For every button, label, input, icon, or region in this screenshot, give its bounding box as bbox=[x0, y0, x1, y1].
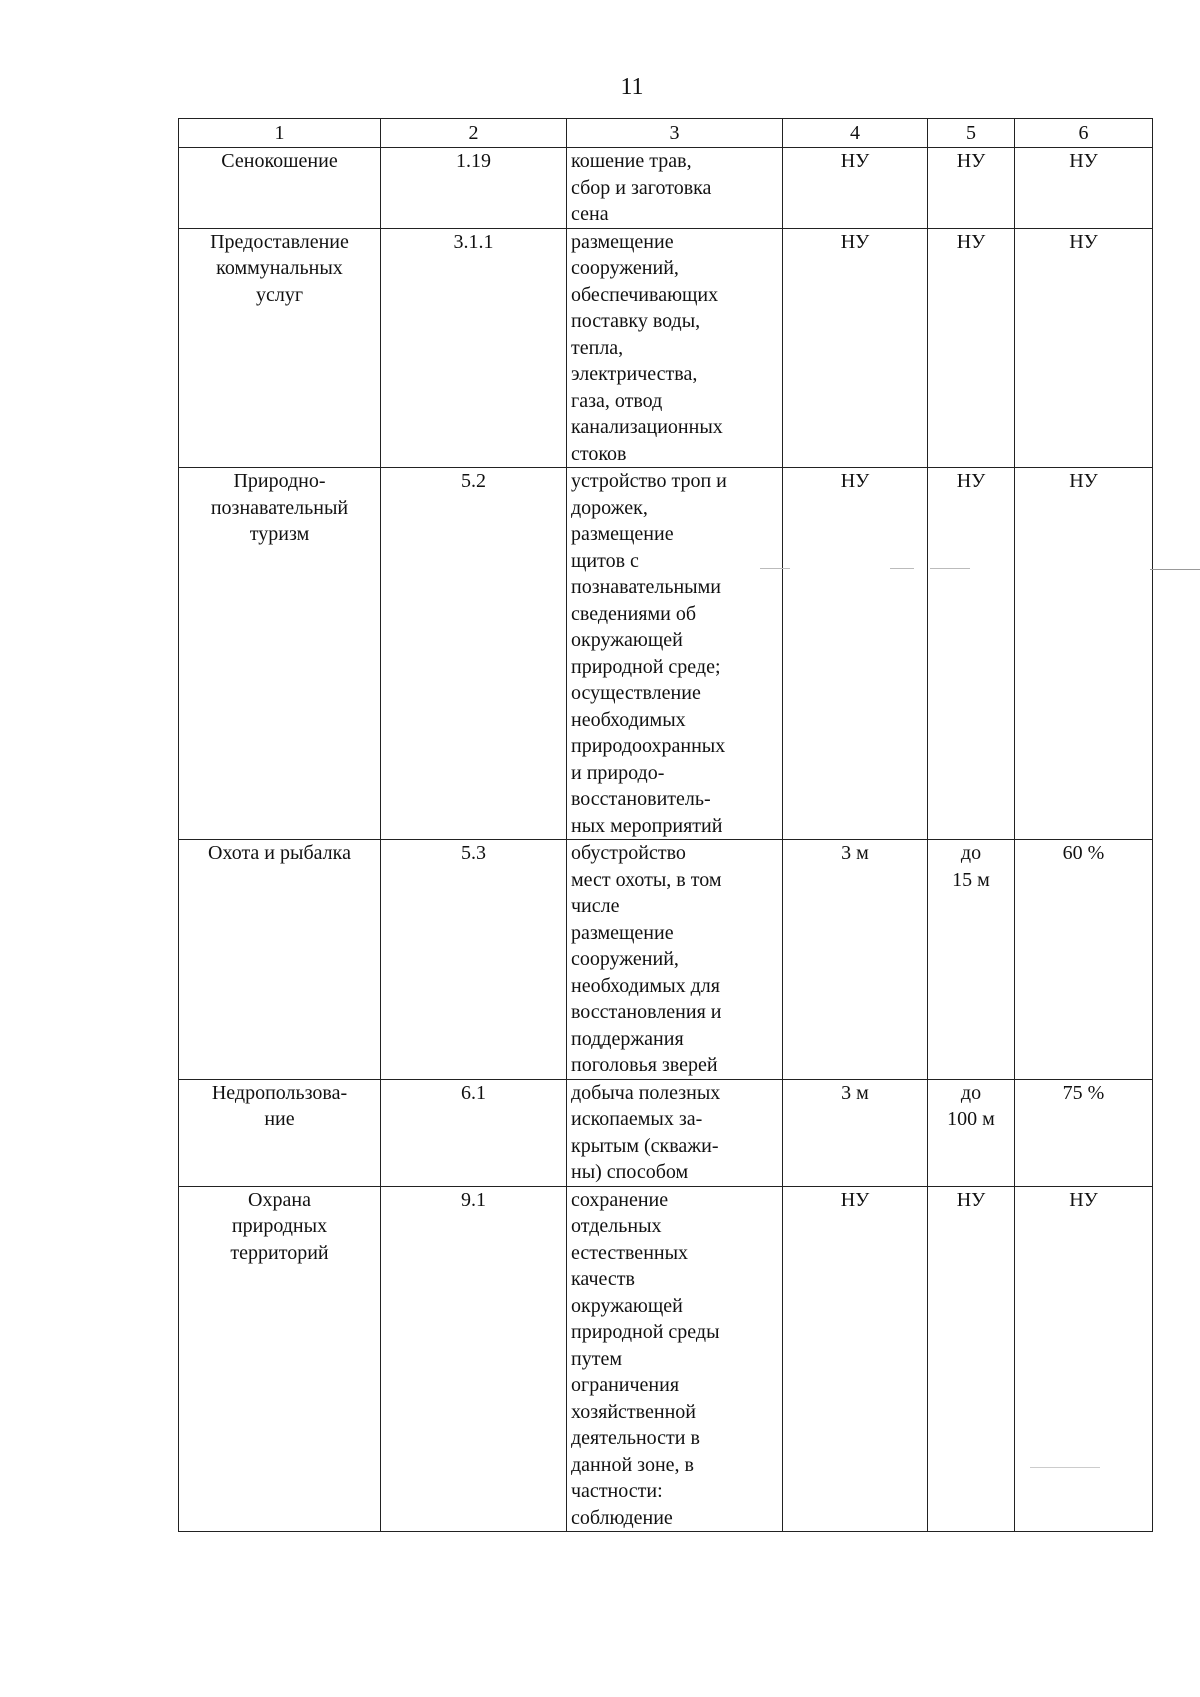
value-col6-cell bbox=[1015, 228, 1153, 468]
value-col6-line: НУ bbox=[1069, 150, 1098, 172]
use-description-cell bbox=[567, 1186, 783, 1532]
use-description-cell bbox=[567, 148, 783, 229]
value-col5-line: НУ bbox=[956, 1188, 986, 1211]
use-description-line: поставку воды, bbox=[571, 310, 701, 332]
value-col4-line: НУ bbox=[840, 1188, 870, 1211]
value-col6-line: НУ bbox=[1069, 1188, 1098, 1211]
use-description-cell bbox=[567, 1079, 783, 1186]
column-header: 6 bbox=[1015, 119, 1153, 148]
use-description-line: природной среде; bbox=[571, 655, 721, 678]
use-description-line: качеств bbox=[571, 1268, 635, 1290]
use-description-line: ископаемых за- bbox=[571, 1108, 703, 1130]
zone-use-name-line: Сенокошение bbox=[221, 150, 338, 172]
value-col6-line: 75 % bbox=[1062, 1081, 1105, 1104]
use-description-line: окружающей bbox=[571, 629, 683, 651]
use-description-line: соблюдение bbox=[571, 1506, 673, 1529]
value-col6-line: 60 % bbox=[1062, 842, 1105, 864]
table-row bbox=[179, 148, 1153, 229]
value-col5-line: до bbox=[960, 1081, 982, 1104]
use-description-line: поддержания bbox=[571, 1027, 684, 1050]
zone-use-name-cell bbox=[179, 468, 381, 840]
scan-artifact bbox=[760, 568, 790, 569]
column-header: 5 bbox=[928, 119, 1015, 148]
use-description-line: размещение bbox=[571, 523, 674, 545]
use-description-line: тепла, bbox=[571, 336, 624, 359]
value-col4-cell bbox=[783, 228, 928, 468]
zone-use-name-line: территорий bbox=[230, 1241, 329, 1264]
value-col4-cell bbox=[783, 1079, 928, 1186]
zone-use-name-cell bbox=[179, 840, 381, 1080]
use-description-line: природной среды bbox=[571, 1321, 720, 1343]
value-col5-line: до bbox=[960, 842, 982, 864]
use-description-line: сохранение bbox=[571, 1188, 669, 1211]
value-col5-line: НУ bbox=[956, 470, 986, 492]
zone-use-name-cell bbox=[179, 228, 381, 468]
use-description-line: и природо- bbox=[571, 761, 665, 784]
zone-use-name-line: Охота и рыбалка bbox=[208, 842, 351, 864]
use-description-line: окружающей bbox=[571, 1294, 683, 1317]
use-description-line: числе bbox=[571, 895, 620, 917]
value-col4-cell bbox=[783, 1186, 928, 1532]
value-col5-cell bbox=[928, 1079, 1015, 1186]
value-col4-cell bbox=[783, 468, 928, 840]
use-description-line: канализационных bbox=[571, 416, 723, 438]
table-row bbox=[179, 1186, 1153, 1532]
value-col6-cell bbox=[1015, 1186, 1153, 1532]
value-col5-line: 15 м bbox=[952, 868, 990, 891]
zone-use-name-line: услуг bbox=[255, 283, 304, 306]
zone-use-name-line: познавательный bbox=[210, 496, 349, 519]
zone-use-name-line: коммунальных bbox=[216, 257, 343, 279]
zone-use-name-line: Предоставление bbox=[210, 230, 349, 253]
zone-use-name-cell bbox=[179, 1079, 381, 1186]
value-col6-cell bbox=[1015, 148, 1153, 229]
use-code-cell: 5.3 bbox=[381, 840, 567, 1080]
zone-use-name-line: туризм bbox=[249, 523, 310, 545]
zone-use-name-line: ние bbox=[264, 1108, 295, 1130]
use-description-line: сбор и заготовка bbox=[571, 176, 712, 199]
value-col6-line: НУ bbox=[1069, 230, 1098, 253]
use-description-line: ограничения bbox=[571, 1374, 680, 1396]
value-col5-cell bbox=[928, 1186, 1015, 1532]
use-description-line: кошение трав, bbox=[571, 150, 692, 172]
value-col6-cell bbox=[1015, 840, 1153, 1080]
use-description-line: познавательными bbox=[571, 576, 721, 598]
zone-use-name-cell bbox=[179, 1186, 381, 1532]
value-col5-cell bbox=[928, 228, 1015, 468]
regulations-table bbox=[178, 118, 1153, 1532]
use-description-line: стоков bbox=[571, 442, 627, 465]
use-description-line: мест охоты, в том bbox=[571, 868, 722, 891]
use-description-line: путем bbox=[571, 1347, 622, 1370]
use-code-cell: 3.1.1 bbox=[381, 228, 567, 468]
table-row bbox=[179, 1079, 1153, 1186]
value-col4-line: НУ bbox=[840, 150, 870, 172]
scan-artifact bbox=[890, 568, 914, 569]
use-description-line: крытым (скважи- bbox=[571, 1134, 719, 1157]
use-description-line: осуществление bbox=[571, 682, 701, 704]
use-description-line: восстановления и bbox=[571, 1001, 722, 1023]
zone-use-name-line: природных bbox=[231, 1215, 328, 1237]
use-description-line: необходимых для bbox=[571, 974, 720, 997]
use-description-line: хозяйственной bbox=[571, 1400, 696, 1423]
value-col4-line: 3 м bbox=[841, 842, 869, 864]
use-description-line: восстановитель- bbox=[571, 788, 711, 810]
use-code-cell: 6.1 bbox=[381, 1079, 567, 1186]
use-description-line: обустройство bbox=[571, 842, 686, 864]
use-description-line: деятельности в bbox=[571, 1427, 700, 1449]
use-description-line: естественных bbox=[571, 1241, 689, 1264]
value-col5-cell bbox=[928, 468, 1015, 840]
use-description-line: поголовья зверей bbox=[571, 1054, 718, 1076]
page-number: 11 bbox=[620, 74, 644, 100]
use-description-line: сена bbox=[571, 203, 609, 225]
use-description-line: ных мероприятий bbox=[571, 814, 723, 837]
value-col5-line: 100 м bbox=[947, 1108, 995, 1130]
table-row bbox=[179, 840, 1153, 1080]
zone-use-name-line: Охрана bbox=[248, 1188, 311, 1211]
value-col6-cell bbox=[1015, 1079, 1153, 1186]
table-row bbox=[179, 228, 1153, 468]
column-header: 4 bbox=[783, 119, 928, 148]
use-description-line: сооружений, bbox=[571, 257, 679, 279]
value-col5-line: НУ bbox=[956, 150, 986, 172]
use-description-line: частности: bbox=[571, 1480, 663, 1502]
use-code-cell: 5.2 bbox=[381, 468, 567, 840]
use-code-cell: 1.19 bbox=[381, 148, 567, 229]
use-description-line: сооружений, bbox=[571, 948, 679, 970]
use-description-line: электричества, bbox=[571, 363, 698, 385]
use-description-line: дорожек, bbox=[571, 496, 648, 519]
scan-artifact bbox=[930, 568, 970, 569]
use-description-line: необходимых bbox=[571, 708, 686, 731]
use-description-cell bbox=[567, 228, 783, 468]
value-col5-cell bbox=[928, 148, 1015, 229]
zone-use-name-line: Природно- bbox=[233, 470, 326, 492]
use-description-line: добыча полезных bbox=[571, 1081, 721, 1104]
value-col6-cell bbox=[1015, 468, 1153, 840]
value-col4-line: НУ bbox=[840, 230, 870, 253]
use-description-line: обеспечивающих bbox=[571, 283, 719, 306]
use-description-line: данной зоне, в bbox=[571, 1453, 694, 1476]
use-description-line: устройство троп и bbox=[571, 470, 727, 492]
scan-artifact bbox=[1150, 569, 1200, 570]
value-col4-cell bbox=[783, 148, 928, 229]
value-col5-cell bbox=[928, 840, 1015, 1080]
table-row bbox=[179, 468, 1153, 840]
value-col5-line: НУ bbox=[956, 230, 986, 253]
use-description-line: размещение bbox=[571, 230, 674, 253]
value-col4-line: НУ bbox=[840, 470, 870, 492]
use-description-line: сведениями об bbox=[571, 602, 697, 625]
header-row bbox=[179, 119, 1153, 148]
zone-use-name-cell bbox=[179, 148, 381, 229]
column-header: 3 bbox=[567, 119, 783, 148]
zone-use-name-line: Недропользова- bbox=[211, 1081, 348, 1104]
column-header: 1 bbox=[179, 119, 381, 148]
value-col6-line: НУ bbox=[1069, 470, 1098, 492]
use-code-cell: 9.1 bbox=[381, 1186, 567, 1532]
scan-artifact bbox=[1030, 1467, 1100, 1468]
use-description-line: размещение bbox=[571, 921, 674, 944]
use-description-line: газа, отвод bbox=[571, 389, 663, 412]
value-col4-line: 3 м bbox=[841, 1081, 869, 1104]
use-description-cell bbox=[567, 840, 783, 1080]
use-description-line: природоохранных bbox=[571, 735, 726, 757]
use-description-cell bbox=[567, 468, 783, 840]
use-description-line: щитов с bbox=[571, 549, 639, 572]
use-description-line: ны) способом bbox=[571, 1161, 689, 1183]
value-col4-cell bbox=[783, 840, 928, 1080]
use-description-line: отдельных bbox=[571, 1215, 662, 1237]
column-header: 2 bbox=[381, 119, 567, 148]
